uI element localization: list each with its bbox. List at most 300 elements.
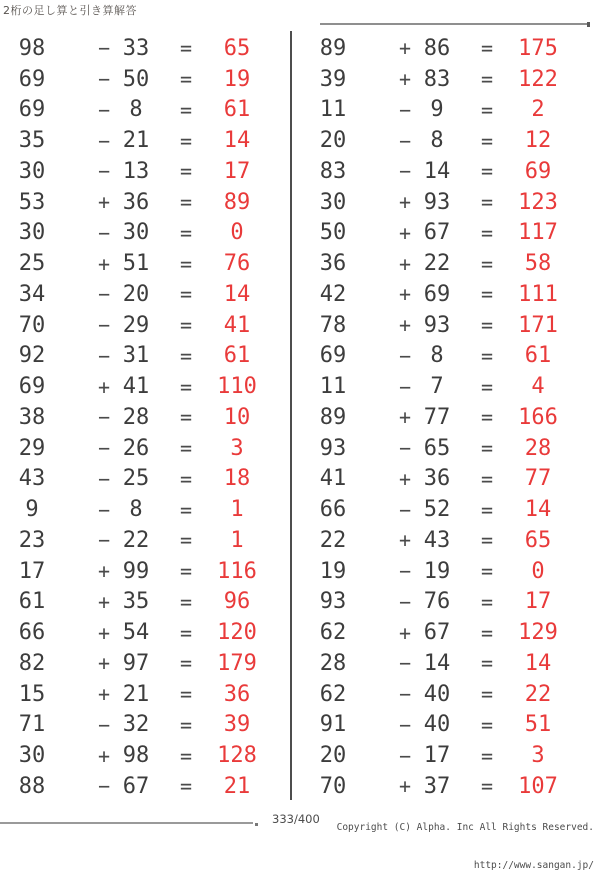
answer: 89 (223, 189, 251, 215)
operand-b: 93 (423, 189, 451, 215)
equals-sign: = (480, 559, 494, 584)
bottom-rule-line (0, 822, 253, 824)
operand-a: 36 (319, 251, 347, 277)
operand-a: 93 (319, 435, 347, 461)
operator: − (398, 436, 412, 461)
operand-b: 50 (122, 66, 150, 92)
equals-sign: = (179, 589, 193, 614)
problem-row (301, 341, 592, 372)
operator: − (398, 159, 412, 184)
operand-b: 67 (423, 620, 451, 646)
operand-b: 52 (423, 497, 451, 523)
equals-sign: = (179, 743, 193, 768)
problem-row (0, 310, 291, 341)
problem-row (301, 33, 592, 64)
operand-a: 69 (319, 343, 347, 369)
equals-sign: = (179, 36, 193, 61)
operand-b: 67 (122, 773, 150, 799)
problem-row (0, 617, 291, 648)
problem-row (0, 494, 291, 525)
operator: − (398, 589, 412, 614)
operand-b: 14 (423, 158, 451, 184)
operand-b: 31 (122, 343, 150, 369)
answer: 120 (217, 620, 257, 646)
problem-row (0, 679, 291, 710)
problem-row (301, 310, 592, 341)
equals-sign: = (480, 497, 494, 522)
site-url: http://www.sangan.jp/ (473, 859, 594, 871)
operator: + (398, 528, 412, 553)
problem-row (0, 95, 291, 126)
equals-sign: = (179, 466, 193, 491)
equals-sign: = (480, 128, 494, 153)
answer: 111 (518, 281, 558, 307)
operator: − (97, 97, 111, 122)
answer: 28 (524, 435, 552, 461)
problem-row (301, 740, 592, 771)
problem-row (301, 156, 592, 187)
equals-sign: = (480, 528, 494, 553)
operator: + (97, 651, 111, 676)
operand-a: 91 (319, 712, 347, 738)
equals-sign: = (480, 282, 494, 307)
operand-a: 17 (18, 558, 46, 584)
problem-row (0, 710, 291, 741)
operator: − (97, 67, 111, 92)
operand-b: 22 (423, 251, 451, 277)
problem-row (301, 64, 592, 95)
operator: + (97, 682, 111, 707)
equals-sign: = (179, 497, 193, 522)
problem-row (301, 587, 592, 618)
problem-row (301, 525, 592, 556)
operand-a: 30 (18, 743, 46, 769)
operand-b: 98 (122, 743, 150, 769)
answer: 128 (217, 743, 257, 769)
equals-sign: = (179, 528, 193, 553)
answer: 39 (223, 712, 251, 738)
answer: 19 (223, 66, 251, 92)
operand-a: 70 (319, 773, 347, 799)
answer: 96 (223, 589, 251, 615)
problems-area (0, 33, 600, 803)
operand-b: 8 (129, 97, 143, 123)
equals-sign: = (179, 774, 193, 799)
equals-sign: = (179, 374, 193, 399)
equals-sign: = (179, 651, 193, 676)
equals-sign: = (179, 67, 193, 92)
answer: 69 (524, 158, 552, 184)
operand-b: 65 (423, 435, 451, 461)
answer: 61 (223, 343, 251, 369)
operand-a: 89 (319, 404, 347, 430)
operand-b: 76 (423, 589, 451, 615)
operator: − (97, 712, 111, 737)
operand-a: 70 (18, 312, 46, 338)
operand-b: 86 (423, 35, 451, 61)
equals-sign: = (480, 220, 494, 245)
operand-b: 14 (423, 650, 451, 676)
answer: 10 (223, 404, 251, 430)
answer: 65 (223, 35, 251, 61)
answer: 2 (531, 97, 545, 123)
problem-row (301, 248, 592, 279)
operand-b: 36 (423, 466, 451, 492)
operand-b: 13 (122, 158, 150, 184)
answer: 3 (230, 435, 244, 461)
footer-copyright (337, 797, 594, 885)
equals-sign: = (179, 343, 193, 368)
operand-a: 39 (319, 66, 347, 92)
equals-sign: = (179, 313, 193, 338)
operand-a: 66 (319, 497, 347, 523)
answer: 0 (531, 558, 545, 584)
operand-b: 54 (122, 620, 150, 646)
operand-a: 22 (319, 527, 347, 553)
problem-row (0, 740, 291, 771)
operator: − (97, 774, 111, 799)
problem-row (301, 187, 592, 218)
operand-a: 29 (18, 435, 46, 461)
operand-b: 7 (430, 374, 444, 400)
problem-row (301, 648, 592, 679)
operand-a: 53 (18, 189, 46, 215)
operand-a: 41 (319, 466, 347, 492)
operator: + (97, 559, 111, 584)
operand-a: 34 (18, 281, 46, 307)
answer: 12 (524, 128, 552, 154)
operator: + (97, 190, 111, 215)
operator: − (398, 712, 412, 737)
operator: − (97, 528, 111, 553)
operator: − (97, 436, 111, 461)
problem-row (0, 156, 291, 187)
operand-b: 9 (430, 97, 444, 123)
problem-row (0, 125, 291, 156)
equals-sign: = (480, 712, 494, 737)
operator: − (97, 466, 111, 491)
operator: + (398, 282, 412, 307)
problem-row (301, 218, 592, 249)
equals-sign: = (179, 220, 193, 245)
problem-row (0, 525, 291, 556)
operand-b: 28 (122, 404, 150, 430)
operand-a: 88 (18, 773, 46, 799)
operand-a: 30 (18, 220, 46, 246)
equals-sign: = (480, 466, 494, 491)
answer: 65 (524, 527, 552, 553)
operand-b: 37 (423, 773, 451, 799)
equals-sign: = (179, 559, 193, 584)
top-rule-line (320, 23, 588, 25)
copyright-text: Copyright (C) Alpha. Inc All Rights Reserved. (336, 822, 594, 833)
operator: − (97, 343, 111, 368)
equals-sign: = (480, 190, 494, 215)
operator: − (398, 651, 412, 676)
operator: + (398, 67, 412, 92)
answer: 129 (518, 620, 558, 646)
problem-row (0, 464, 291, 495)
answer: 1 (230, 497, 244, 523)
operand-a: 20 (319, 743, 347, 769)
operand-a: 30 (18, 158, 46, 184)
equals-sign: = (179, 436, 193, 461)
problem-row (301, 617, 592, 648)
operand-b: 19 (423, 558, 451, 584)
problem-row (0, 218, 291, 249)
operand-b: 30 (122, 220, 150, 246)
operator: + (398, 220, 412, 245)
operand-b: 25 (122, 466, 150, 492)
answer: 122 (518, 66, 558, 92)
answer: 179 (217, 650, 257, 676)
answer: 166 (518, 404, 558, 430)
answer: 58 (524, 251, 552, 277)
problem-row (0, 371, 291, 402)
answer: 107 (518, 773, 558, 799)
problem-row (0, 187, 291, 218)
operand-a: 30 (319, 189, 347, 215)
operand-a: 71 (18, 712, 46, 738)
equals-sign: = (480, 67, 494, 92)
operand-b: 40 (423, 712, 451, 738)
operator: + (398, 313, 412, 338)
answer: 117 (518, 220, 558, 246)
equals-sign: = (480, 159, 494, 184)
operator: − (97, 220, 111, 245)
operand-a: 28 (319, 650, 347, 676)
equals-sign: = (179, 251, 193, 276)
equals-sign: = (179, 620, 193, 645)
operator: − (398, 743, 412, 768)
operand-a: 38 (18, 404, 46, 430)
equals-sign: = (179, 159, 193, 184)
operator: + (97, 374, 111, 399)
column-divider-line (290, 31, 292, 800)
equals-sign: = (480, 620, 494, 645)
answer: 17 (223, 158, 251, 184)
problem-row (0, 248, 291, 279)
answer: 41 (223, 312, 251, 338)
operand-a: 92 (18, 343, 46, 369)
problem-row (0, 433, 291, 464)
problem-row (0, 587, 291, 618)
operand-a: 25 (18, 251, 46, 277)
answer: 14 (524, 650, 552, 676)
problem-row (301, 95, 592, 126)
operator: + (398, 405, 412, 430)
answer: 1 (230, 527, 244, 553)
operator: − (398, 559, 412, 584)
operator: + (97, 251, 111, 276)
operand-b: 41 (122, 374, 150, 400)
answer: 110 (217, 374, 257, 400)
operator: + (97, 743, 111, 768)
problem-row (301, 125, 592, 156)
answer: 175 (518, 35, 558, 61)
operand-a: 9 (25, 497, 39, 523)
problem-row (301, 402, 592, 433)
operand-a: 69 (18, 97, 46, 123)
operator: + (398, 190, 412, 215)
operand-a: 98 (18, 35, 46, 61)
operator: + (398, 466, 412, 491)
answer: 18 (223, 466, 251, 492)
equals-sign: = (480, 436, 494, 461)
answer: 77 (524, 466, 552, 492)
answer: 61 (223, 97, 251, 123)
operand-b: 8 (430, 128, 444, 154)
operand-b: 93 (423, 312, 451, 338)
operator: − (97, 405, 111, 430)
equals-sign: = (480, 251, 494, 276)
operand-b: 20 (122, 281, 150, 307)
operand-a: 20 (319, 128, 347, 154)
equals-sign: = (179, 282, 193, 307)
answer: 36 (223, 681, 251, 707)
operand-b: 33 (122, 35, 150, 61)
answer: 116 (217, 558, 257, 584)
equals-sign: = (480, 682, 494, 707)
operand-a: 19 (319, 558, 347, 584)
operator: + (398, 36, 412, 61)
operand-b: 43 (423, 527, 451, 553)
answer: 14 (223, 128, 251, 154)
operand-b: 8 (430, 343, 444, 369)
equals-sign: = (480, 36, 494, 61)
problem-row (0, 771, 291, 802)
operator: − (398, 374, 412, 399)
operand-a: 83 (319, 158, 347, 184)
answer: 123 (518, 189, 558, 215)
equals-sign: = (179, 190, 193, 215)
problem-row (301, 433, 592, 464)
equals-sign: = (179, 97, 193, 122)
equals-sign: = (480, 589, 494, 614)
equals-sign: = (179, 682, 193, 707)
equals-sign: = (480, 313, 494, 338)
answer: 171 (518, 312, 558, 338)
operand-b: 29 (122, 312, 150, 338)
operand-a: 11 (319, 97, 347, 123)
operator: − (97, 159, 111, 184)
problem-row (301, 494, 592, 525)
equals-sign: = (179, 405, 193, 430)
operand-b: 36 (122, 189, 150, 215)
operand-a: 42 (319, 281, 347, 307)
problem-row (0, 648, 291, 679)
operand-a: 62 (319, 681, 347, 707)
operand-b: 99 (122, 558, 150, 584)
operand-a: 43 (18, 466, 46, 492)
problem-row (0, 402, 291, 433)
operator: − (97, 36, 111, 61)
answer: 21 (223, 773, 251, 799)
column-right (301, 33, 592, 802)
answer: 4 (531, 374, 545, 400)
operand-b: 21 (122, 128, 150, 154)
operand-b: 22 (122, 527, 150, 553)
answer: 17 (524, 589, 552, 615)
equals-sign: = (179, 128, 193, 153)
operator: + (398, 251, 412, 276)
operand-b: 97 (122, 650, 150, 676)
problem-row (301, 464, 592, 495)
problem-row (0, 64, 291, 95)
operator: − (97, 497, 111, 522)
column-left (0, 33, 291, 802)
operand-a: 11 (319, 374, 347, 400)
problem-row (301, 556, 592, 587)
operand-b: 40 (423, 681, 451, 707)
answer: 14 (223, 281, 251, 307)
operand-a: 35 (18, 128, 46, 154)
operand-b: 83 (423, 66, 451, 92)
page-title: 2桁の足し算と引き算解答 (3, 4, 137, 17)
operand-a: 78 (319, 312, 347, 338)
answer: 51 (524, 712, 552, 738)
operator: − (398, 128, 412, 153)
operator: − (97, 282, 111, 307)
operand-a: 69 (18, 374, 46, 400)
operand-a: 66 (18, 620, 46, 646)
answer: 14 (524, 497, 552, 523)
operator: − (398, 97, 412, 122)
operand-a: 23 (18, 527, 46, 553)
answer: 22 (524, 681, 552, 707)
answer: 3 (531, 743, 545, 769)
operator: + (97, 620, 111, 645)
operand-b: 77 (423, 404, 451, 430)
problem-row (0, 556, 291, 587)
operand-a: 15 (18, 681, 46, 707)
bottom-rule-end-tick (255, 823, 258, 826)
operand-a: 62 (319, 620, 347, 646)
answer: 0 (230, 220, 244, 246)
problem-row (0, 279, 291, 310)
equals-sign: = (480, 405, 494, 430)
operand-a: 69 (18, 66, 46, 92)
operator: − (97, 128, 111, 153)
equals-sign: = (480, 343, 494, 368)
problem-row (301, 371, 592, 402)
operand-b: 8 (129, 497, 143, 523)
operand-a: 89 (319, 35, 347, 61)
operand-b: 17 (423, 743, 451, 769)
operand-b: 26 (122, 435, 150, 461)
problem-row (301, 679, 592, 710)
operand-a: 61 (18, 589, 46, 615)
operator: + (398, 774, 412, 799)
equals-sign: = (480, 374, 494, 399)
operand-a: 82 (18, 650, 46, 676)
answer: 61 (524, 343, 552, 369)
operand-b: 32 (122, 712, 150, 738)
problem-row (0, 33, 291, 64)
equals-sign: = (179, 712, 193, 737)
operand-a: 50 (319, 220, 347, 246)
operator: − (398, 682, 412, 707)
top-rule-end-tick (587, 22, 590, 27)
operator: + (398, 620, 412, 645)
problem-row (301, 710, 592, 741)
problem-row (0, 341, 291, 372)
equals-sign: = (480, 97, 494, 122)
operator: − (97, 313, 111, 338)
operand-b: 67 (423, 220, 451, 246)
operator: − (398, 343, 412, 368)
page-indicator: 333/400 (272, 812, 320, 826)
